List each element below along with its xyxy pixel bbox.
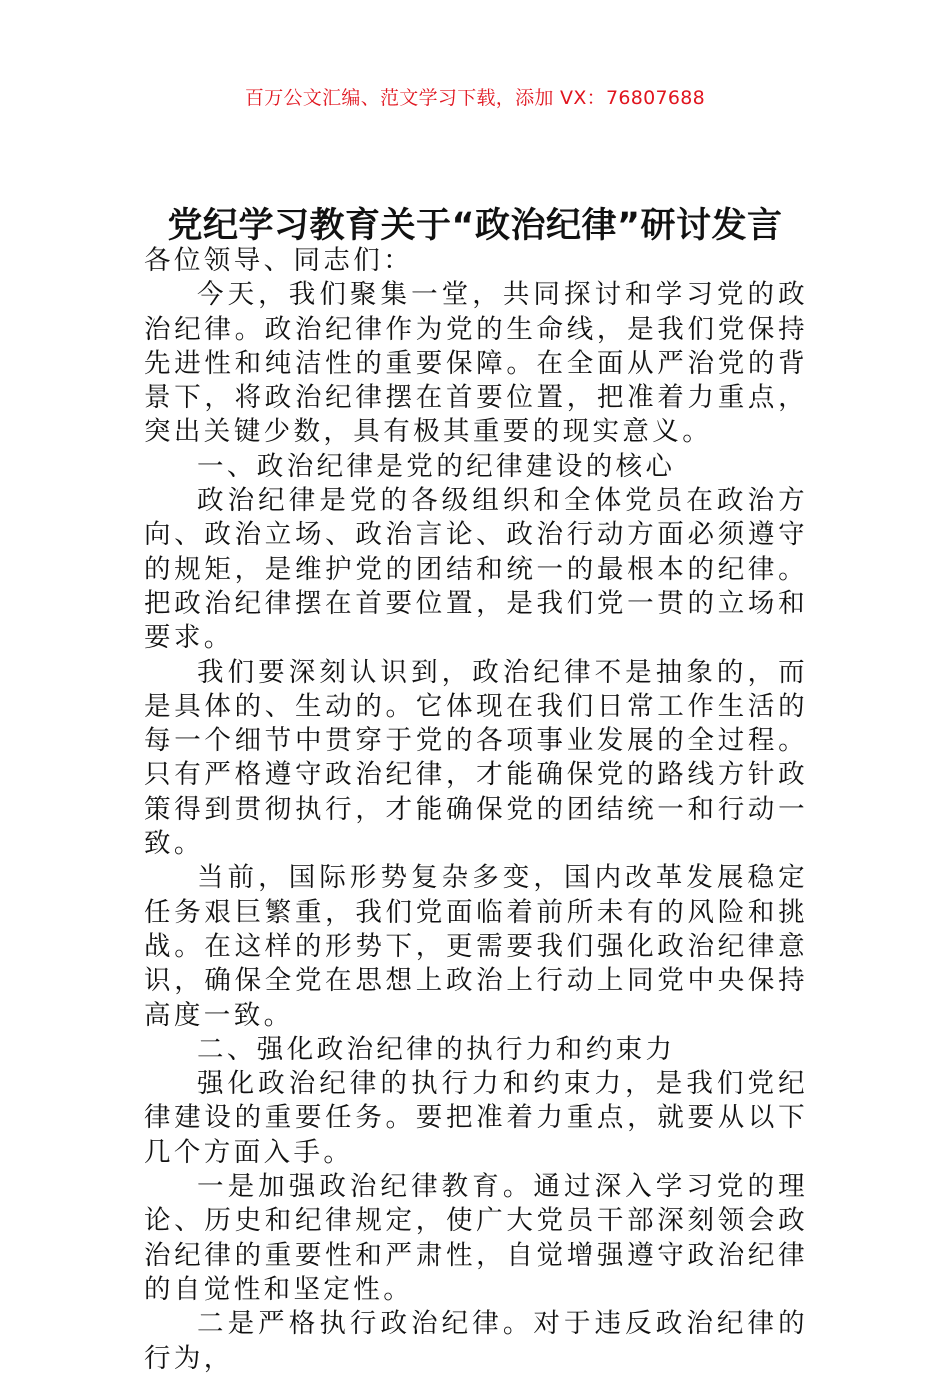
paragraph: 我们要深刻认识到，政治纪律不是抽象的，而是具体的、生动的。它体现在我们日常工作生活的每一个细节中贯穿于党的各项事业发展的全过程。只有严格遵守政治纪律，才能确保党的路线方针政策得到贯彻执行，才能确保党的团结统一和行动一致。 — [144, 656, 808, 860]
paragraph: 政治纪律是党的各级组织和全体党员在政治方向、政治立场、政治言论、政治行动方面必须遵守的规矩，是维护党的团结和统一的最根本的纪律。把政治纪律摆在首要位置，是我们党一贯的立场和要求。 — [144, 485, 808, 654]
section-heading-2: 二、强化政治纪律的执行力和约束力 — [197, 1033, 676, 1065]
paragraph: 当前，国际形势复杂多变，国内改革发展稳定任务艰巨繁重，我们党面临着前所未有的风险和挑战。在这样的形势下，更需要我们强化政治纪律意识，确保全党在思想上政治上行动上同党中央保持高度一致。 — [144, 862, 808, 1031]
download-notice: 百万公文汇编、范文学习下载，添加 VX：76807688 — [244, 87, 706, 109]
document-body — [144, 244, 808, 1376]
paragraph: 一是加强政治纪律教育。通过深入学习党的理论、历史和纪律规定，使广大党员干部深刻领会政治纪律的重要性和严肃性，自觉增强遵守政治纪律的自觉性和坚定性。 — [144, 1171, 808, 1305]
paragraph-intro: 今天，我们聚集一堂，共同探讨和学习党的政治纪律。政治纪律作为党的生命线，是我们党保持先进性和纯洁性的重要保障。在全面从严治党的背景下，将政治纪律摆在首要位置，把准着力重点，突出关键少数，具有极其重要的现实意义。 — [144, 279, 808, 448]
document-title: 党纪学习教育关于“政治纪律”研讨发言 — [167, 206, 783, 247]
paragraph: 二是严格执行政治纪律。对于违反政治纪律的行为， — [144, 1308, 808, 1374]
paragraph: 强化政治纪律的执行力和约束力，是我们党纪律建设的重要任务。要把准着力重点，就要从以下几个方面入手。 — [144, 1068, 808, 1168]
salutation: 各位领导、同志们： — [144, 245, 414, 276]
section-heading-1: 一、政治纪律是党的纪律建设的核心 — [197, 450, 676, 482]
